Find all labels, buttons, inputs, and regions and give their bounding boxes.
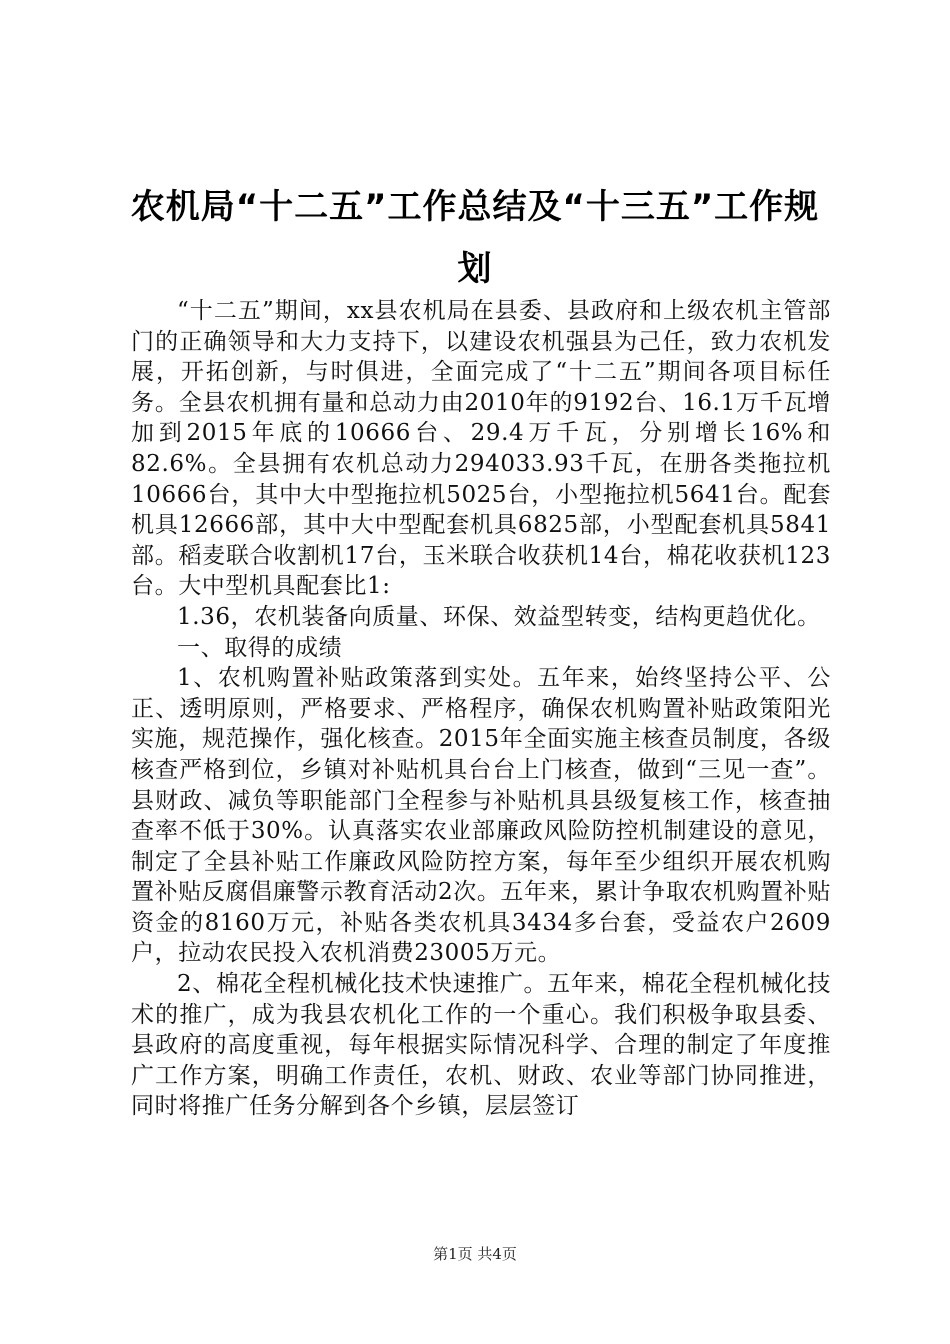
- paragraph-intro: “十二五”期间，xx县农机局在县委、县政府和上级农机主管部门的正确领导和大力支持下，以建设农机强县为己任，致力农机发展，开拓创新，与时俱进，全面完成了“十二五”期间各项目标任务。全县农机拥有量和总动力由2010年的9192台、16.1万千瓦增加到2015年底的10666台、29.4万千瓦，分别增长16%和82.6%。全县拥有农机总动力294033.93千瓦，在册各类拖拉机10666台，其中大中型拖拉机5025台，小型拖拉机5641台。配套机具12666部，其中大中型配套机具6825部，小型配套机具5841部。稻麦联合收割机17台，玉米联合收获机14台，棉花收获机123台。大中型机具配套比1:: [131, 298, 831, 600]
- section-heading-achievements: 一、取得的成绩: [177, 634, 343, 661]
- document-body: [131, 296, 831, 1122]
- paragraph-intro-continued: 1.36，农机装备向质量、环保、效益型转变，结构更趋优化。: [177, 603, 821, 630]
- page-number-footer: 第1页 共4页: [433, 1245, 517, 1263]
- paragraph-subsidy-policy: 1、农机购置补贴政策落到实处。五年来，始终坚持公平、公正、透明原则，严格要求、严格程序，确保农机购置补贴政策阳光实施，规范操作，强化核查。2015年全面实施主核查员制度，各级核查严格到位，乡镇对补贴机具台台上门核查，做到“三见一查”。县财政、减负等职能部门全程参与补贴机具县级复核工作，核查抽查率不低于30%。认真落实农业部廉政风险防控机制建设的意见，制定了全县补贴工作廉政风险防控方案，每年至少组织开展农机购置补贴反腐倡廉警示教育活动2次。五年来，累计争取农机购置补贴资金的8160万元，补贴各类农机具3434多台套，受益农户2609户，拉动农民投入农机消费23005万元。: [131, 665, 831, 967]
- document-title: 农机局“十二五”工作总结及“十三五”工作规划: [130, 187, 820, 289]
- paragraph-cotton-mechanization: 2、棉花全程机械化技术快速推广。五年来，棉花全程机械化技术的推广，成为我县农机化工作的一个重心。我们积极争取县委、县政府的高度重视，每年根据实际情况科学、合理的制定了年度推广工作方案，明确工作责任，农机、财政、农业等部门协同推进，同时将推广任务分解到各个乡镇，层层签订: [131, 971, 831, 1120]
